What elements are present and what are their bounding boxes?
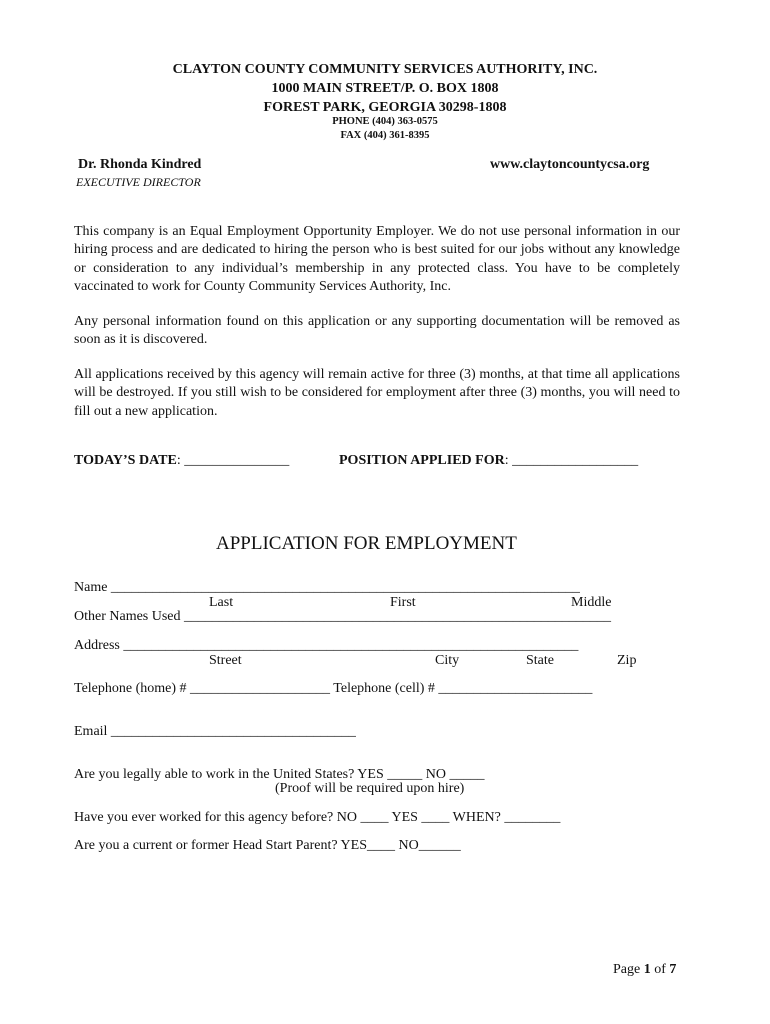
- proof-note: (Proof will be required upon hire): [275, 781, 465, 796]
- director-title: EXECUTIVE DIRECTOR: [76, 175, 201, 189]
- legal-work-question[interactable]: Are you legally able to work in the United States? YES _____ NO _____: [74, 767, 485, 782]
- position-applied-label: POSITION APPLIED FOR: [339, 453, 505, 468]
- todays-date-label: TODAY’S DATE: [74, 453, 177, 468]
- todays-date-blank[interactable]: : _______________: [176, 453, 290, 468]
- address-sub-city: City: [435, 653, 460, 668]
- of-word: of: [650, 962, 670, 977]
- personal-info-paragraph: Any personal information found on this application or any supporting documentation will be removed as soon as it is discovered.: [74, 314, 680, 348]
- head-start-question[interactable]: Are you a current or former Head Start Parent? YES____ NO______: [74, 838, 461, 853]
- name-sub-last: Last: [209, 595, 234, 610]
- org-phone: PHONE (404) 363-0575: [332, 116, 438, 127]
- eeo-paragraph: This company is an Equal Employment Opportunity Employer. We do not use personal information in our hiring process and are dedicated to hiring the person who is best suited for our jobs without any knowledge or consideration to any individual’s membership in any protected class. You have to be completely vaccinated to work for County Community Services Authority, Inc.: [74, 224, 680, 294]
- name-sub-middle: Middle: [571, 595, 612, 610]
- telephone-field[interactable]: Telephone (home) # ____________________ Telephone (cell) # ______________________: [74, 681, 593, 696]
- name-sub-first: First: [390, 595, 416, 610]
- org-fax: FAX (404) 361-8395: [340, 130, 430, 141]
- address-field[interactable]: Address _________________________________________________________________: [74, 638, 579, 653]
- page-number: [613, 962, 676, 978]
- page-word: Page: [613, 962, 644, 977]
- director-name: Dr. Rhonda Kindred: [78, 157, 202, 172]
- position-applied-field[interactable]: [339, 453, 638, 469]
- address-sub-zip: Zip: [617, 653, 637, 668]
- form-title: APPLICATION FOR EMPLOYMENT: [216, 533, 517, 554]
- email-field[interactable]: Email ___________________________________: [74, 724, 356, 739]
- position-applied-blank[interactable]: : __________________: [504, 453, 639, 468]
- website-link[interactable]: www.claytoncountycsa.org: [490, 157, 650, 172]
- page-current: 1: [643, 962, 651, 977]
- worked-before-question[interactable]: Have you ever worked for this agency before? NO ____ YES ____ WHEN? ________: [74, 810, 561, 825]
- page-total: 7: [669, 962, 677, 977]
- org-street: 1000 MAIN STREET/P. O. BOX 1808: [271, 81, 499, 96]
- other-names-field[interactable]: Other Names Used _____________________________________________________________: [74, 609, 612, 624]
- todays-date-field[interactable]: [74, 453, 289, 469]
- address-sub-state: State: [526, 653, 554, 668]
- address-sub-street: Street: [209, 653, 242, 668]
- org-city-line: FOREST PARK, GEORGIA 30298-1808: [263, 100, 507, 115]
- org-name: CLAYTON COUNTY COMMUNITY SERVICES AUTHORITY, INC.: [172, 62, 598, 77]
- retention-paragraph: All applications received by this agency will remain active for three (3) months, at that time all applications will be destroyed. If you still wish to be considered for employment after three (3) months, you will need to fill out a new application.: [74, 367, 680, 419]
- name-field[interactable]: Name ___________________________________________________________________: [74, 580, 580, 595]
